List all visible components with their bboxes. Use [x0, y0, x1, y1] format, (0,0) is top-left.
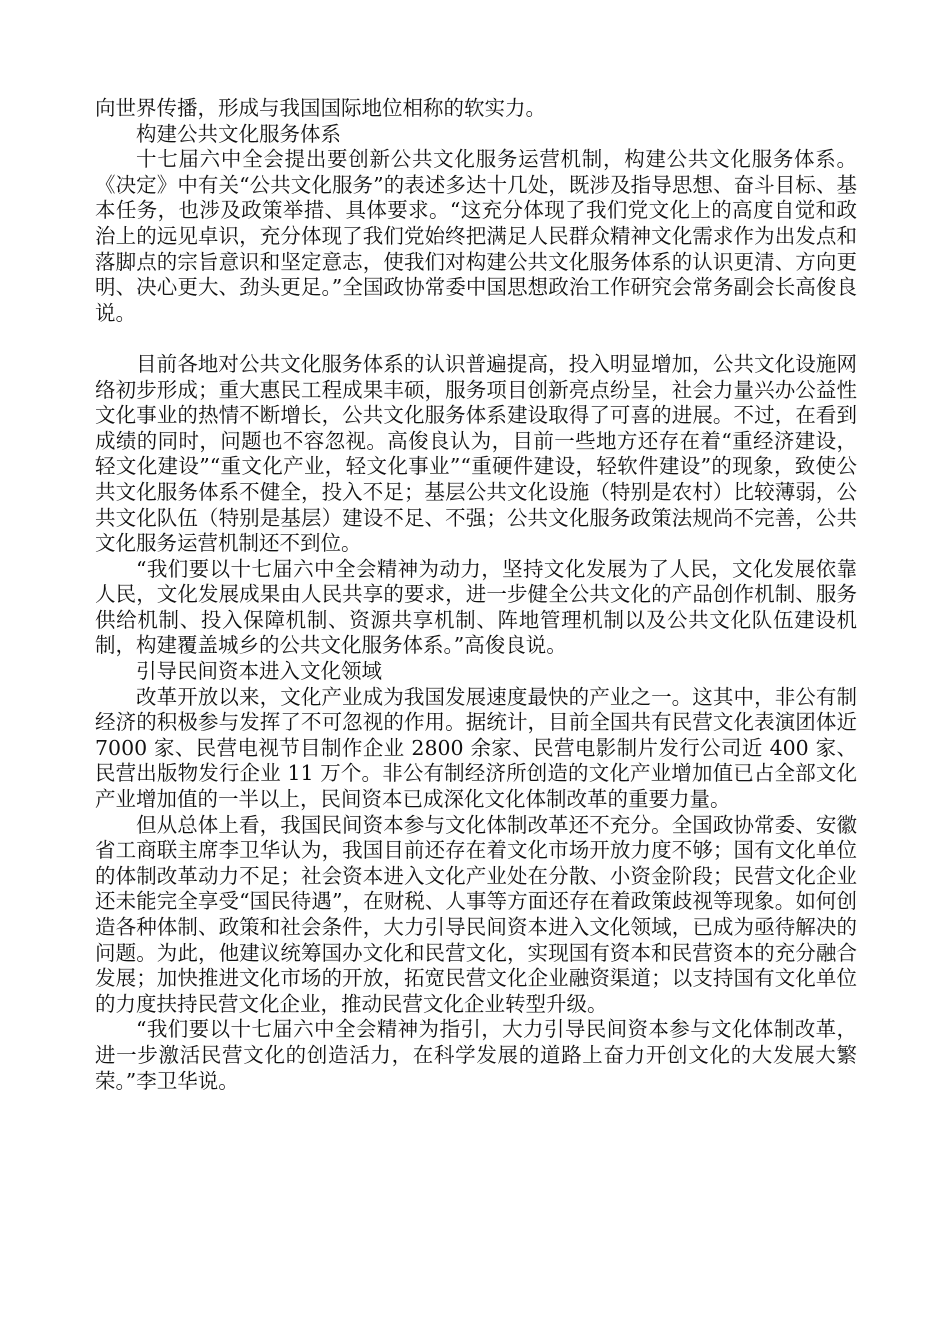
section-heading-private-capital: 引导民间资本进入文化领域 — [136, 659, 382, 684]
opening-fragment: 向世界传播，形成与我国国际地位相称的软实力。 — [95, 96, 546, 120]
paragraph: 目前各地对公共文化服务体系的认识普遍提高，投入明显增加，公共文化设施网络初步形成；重大惠民工程成果丰硕，服务项目创新亮点纷呈，社会力量兴办公益性文化事业的热情不断增长，公共文化服务体系建设取得了可喜的进展。不过，在看到成绩的同时，问题也不容忽视。高俊良认为，目前一些地方还存在着“重经济建设，轻文化建设”“重文化产业，轻文化事业”“重硬件建设，轻软件建设”的现象，致使公共文化服务体系不健全，投入不足；基层公共文化设施（特别是农村）比较薄弱，公共文化队伍（特别是基层）建设不足、不强；公共文化服务政策法规尚不完善，公共文化服务运营机制还不到位。 — [95, 351, 857, 556]
paragraph: 改革开放以来，文化产业成为我国发展速度最快的产业之一。这其中，非公有制经济的积极参与发挥了不可忽视的作用。据统计，目前全国共有民营文化表演团体近 7000 家、民营电视节目制作企业 2800 余家、民营电影制片发行公司近 400 家、民营出版物发行企业 11 万个。非公有制经济所创造的文化产业增加值已占全部文化产业增加值的一半以上，民间资本已成深化文化体制改革的重要力量。 — [95, 684, 857, 812]
paragraph: 但从总体上看，我国民间资本参与文化体制改革还不充分。全国政协常委、安徽省工商联主席李卫华认为，我国目前还存在着文化市场开放力度不够；国有文化单位的体制改革动力不足；社会资本进入文化产业处在分散、小资金阶段；民营文化企业还未能完全享受“国民待遇”，在财税、人事等方面还存在着政策歧视等现象。如何创造各种体制、政策和社会条件，大力引导民间资本进入文化领域，已成为亟待解决的问题。为此，他建议统筹国办文化和民营文化，实现国有资本和民营资本的充分融合发展；加快推进文化市场的开放，拓宽民营文化企业融资渠道；以支持国有文化单位的力度扶持民营文化企业，推动民营文化企业转型升级。 — [95, 812, 857, 1016]
article-body — [95, 96, 857, 1094]
paragraph: “我们要以十七届六中全会精神为指引，大力引导民间资本参与文化体制改革，进一步激活民营文化的创造活力，在科学发展的道路上奋力开创文化的大发展大繁荣。”李卫华说。 — [95, 1017, 857, 1093]
paragraph: “我们要以十七届六中全会精神为动力，坚持文化发展为了人民，文化发展依靠人民，文化发展成果由人民共享的要求，进一步健全公共文化的产品创作机制、服务供给机制、投入保障机制、资源共享机制、阵地管理机制以及公共文化队伍建设机制，构建覆盖城乡的公共文化服务体系。”高俊良说。 — [95, 556, 857, 658]
section-heading-public-culture: 构建公共文化服务体系 — [136, 121, 341, 146]
paragraph: 十七届六中全会提出要创新公共文化服务运营机制，构建公共文化服务体系。《决定》中有关“公共文化服务”的表述多达十几处，既涉及指导思想、奋斗目标、基本任务，也涉及政策举措、具体要求。“这充分体现了我们党文化上的高度自觉和政治上的远见卓识，充分体现了我们党始终把满足人民群众精神文化需求作为出发点和落脚点的宗旨意识和坚定意志，使我们对构建公共文化服务体系的认识更清、方向更明、决心更大、劲头更足。”全国政协常委中国思想政治工作研究会常务副会长高俊良说。 — [95, 147, 857, 325]
